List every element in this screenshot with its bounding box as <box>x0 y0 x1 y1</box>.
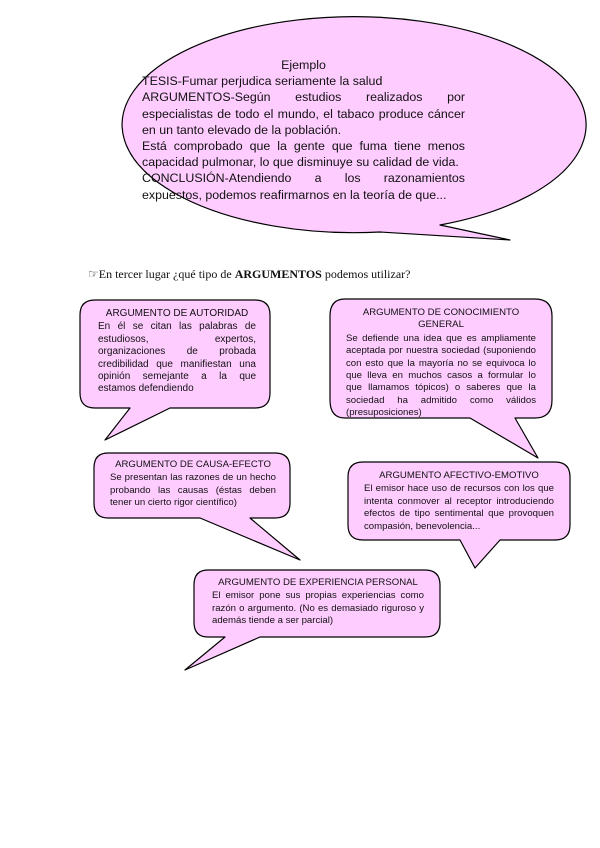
question-keyword: ARGUMENTOS <box>234 267 322 281</box>
conocimiento-text: Se defiende una idea que es ampliamente aceptada por nuestra sociedad (suponiendo con esto que la mayoría no se equivoca lo que lleva en muchos casos a formular lo que llamamos tópicos) o saberes que la sociedad ha admitido como válidos (presuposiciones) <box>346 332 536 419</box>
example-title: Ejemplo <box>281 58 326 72</box>
example-conclusion: CONCLUSIÓN-Atendiendo a los razonamientos expuestos, podemos reafirmarnos en la teoría de que... <box>142 171 465 202</box>
experiencia-title: ARGUMENTO DE EXPERIENCIA PERSONAL <box>218 577 418 588</box>
pointing-hand-icon: ☞ <box>88 267 99 281</box>
example-evidence: Está comprobado que la gente que fuma tiene menos capacidad pulmonar, lo que disminuye su calidad de vida. <box>142 139 465 170</box>
causa-efecto-block <box>110 459 276 510</box>
afectivo-title: ARGUMENTO AFECTIVO-EMOTIVO <box>379 470 539 481</box>
experiencia-text: El emisor pone sus propias experiencias como razón o argumento. (No es demasiado riguroso y además tiende a ser parcial) <box>212 590 424 627</box>
experiencia-block <box>212 577 424 628</box>
autoridad-block <box>98 308 256 396</box>
question-text-before: En tercer lugar ¿qué tipo de <box>98 267 235 281</box>
conocimiento-title: ARGUMENTO DE CONOCIMIENTO GENERAL <box>362 307 520 331</box>
autoridad-title: ARGUMENTO DE AUTORIDAD <box>105 308 249 319</box>
example-argumentos: ARGUMENTOS-Según estudios realizados por especialistas de todo el mundo, el tabaco produce cáncer en un tanto elevado de la población. <box>142 90 465 137</box>
causa-efecto-title: ARGUMENTO DE CAUSA-EFECTO <box>115 459 271 470</box>
example-tesis: TESIS-Fumar perjudica seriamente la salud <box>142 74 383 89</box>
causa-efecto-text: Se presentan las razones de un hecho probando las causas (éstas deben tener un cierto rigor científico) <box>110 472 276 509</box>
question-line <box>88 267 410 282</box>
question-text-after: podemos utilizar? <box>321 267 411 281</box>
conocimiento-block <box>346 307 536 420</box>
afectivo-block <box>364 470 554 533</box>
autoridad-text: En él se citan las palabras de estudiosos, expertos, organizaciones de probada credibilidad que manifiestan una opinión semejante a la que estamos defendiendo <box>98 321 256 395</box>
afectivo-text: El emisor hace uso de recursos con los que intenta conmover al receptor introduciendo efectos de tipo sentimental que provoquen compasión, benevolencia... <box>364 483 554 532</box>
example-block <box>142 57 465 203</box>
